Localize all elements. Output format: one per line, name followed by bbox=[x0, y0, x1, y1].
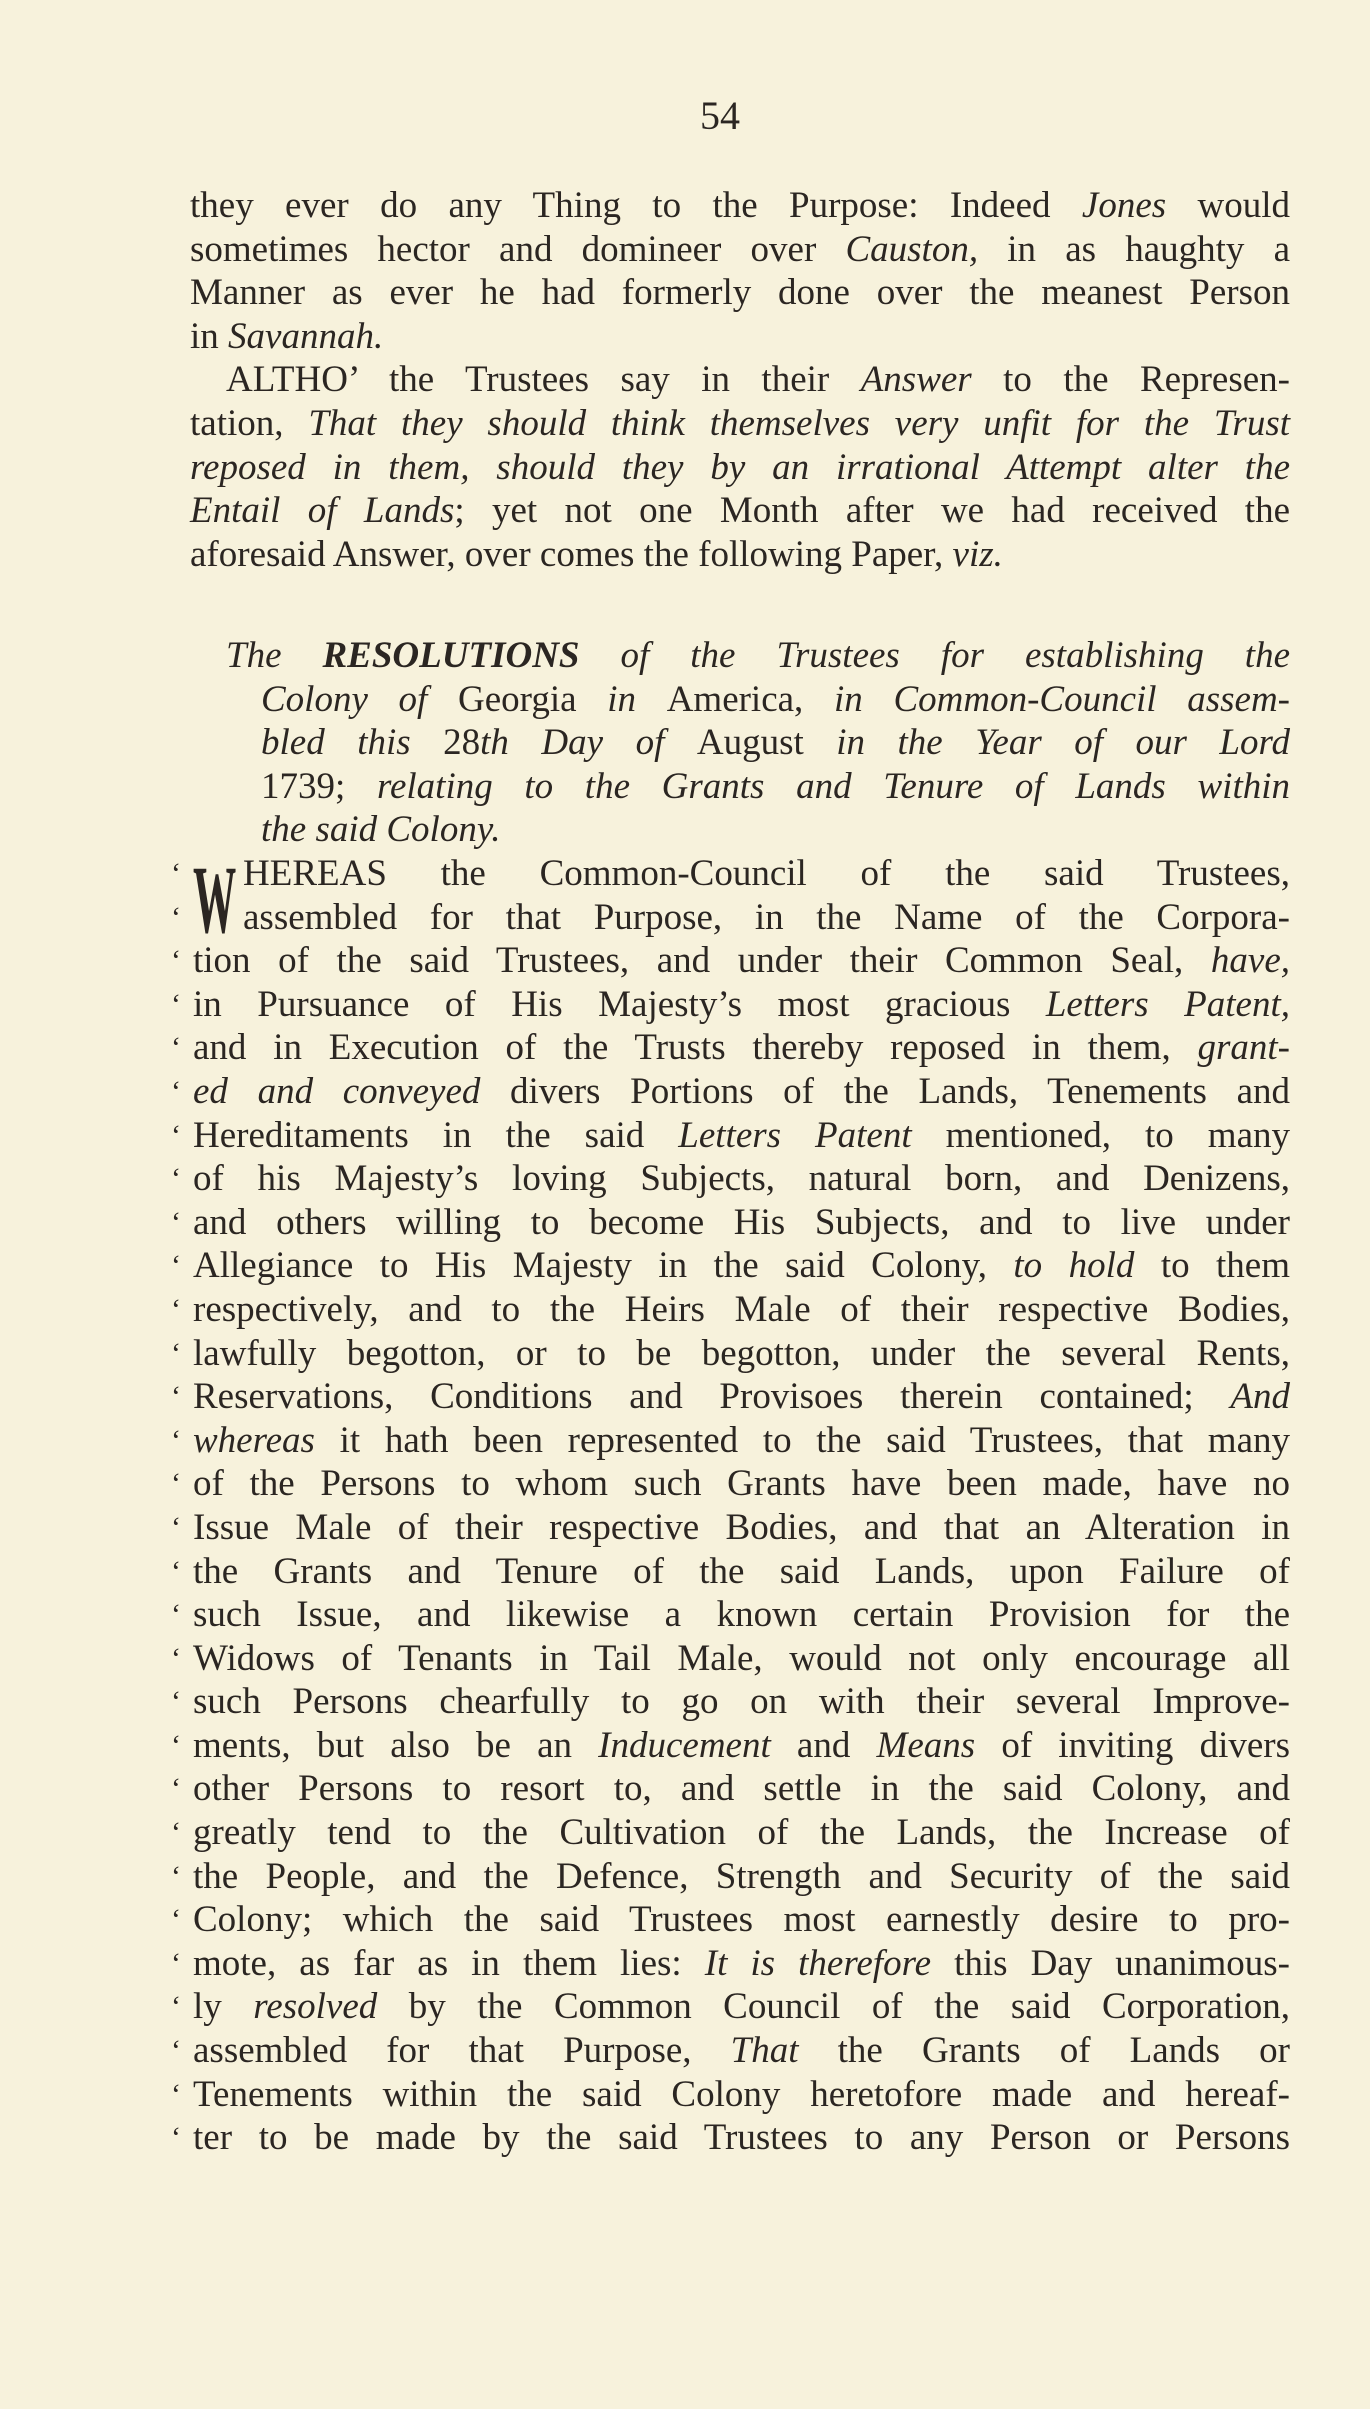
line-text bbox=[193, 2116, 1290, 2160]
text-segment: ter to be made by the said Trustees to any Person or Persons bbox=[193, 2117, 1290, 2159]
line-text bbox=[193, 1462, 1290, 1506]
quote-mark: ‘ bbox=[171, 2034, 181, 2068]
italic-text: to hold bbox=[1013, 1245, 1135, 1287]
line-text bbox=[190, 315, 383, 359]
quote-mark: ‘ bbox=[171, 1031, 181, 1065]
line-text bbox=[190, 533, 1003, 577]
italic-text: Means bbox=[876, 1724, 976, 1766]
quote-mark: ‘ bbox=[171, 857, 181, 890]
italic-text: The bbox=[226, 635, 323, 676]
text-line bbox=[226, 765, 1290, 809]
text-segment: lawfully begotton, or to be begotton, under the several Rents, bbox=[193, 1332, 1290, 1374]
text-segment: would bbox=[1166, 185, 1290, 226]
line-text bbox=[193, 1811, 1290, 1855]
text-segment: Tenements within the said Colony heretofore made and hereaf- bbox=[193, 2073, 1290, 2115]
italic-text: It is therefore bbox=[704, 1942, 932, 1984]
text-line bbox=[190, 402, 1290, 446]
line-text bbox=[193, 1680, 1290, 1724]
text-segment: in bbox=[190, 315, 229, 357]
italic-text: in bbox=[576, 678, 667, 720]
text-line bbox=[171, 1898, 1290, 1942]
text-segment: Allegiance to His Majesty in the said Colony, bbox=[193, 1245, 1014, 1287]
text-line bbox=[171, 1114, 1290, 1158]
text-line bbox=[171, 1680, 1290, 1724]
italic-text: That they should think themselves very unfit for the Trust bbox=[308, 402, 1290, 444]
text-segment: August bbox=[696, 722, 804, 764]
line-text bbox=[190, 184, 1290, 228]
text-segment: America, bbox=[666, 678, 834, 720]
italic-text: ed and conveyed bbox=[193, 1070, 481, 1112]
text-line bbox=[190, 358, 1290, 402]
quote-mark: ‘ bbox=[171, 1162, 181, 1196]
line-text bbox=[190, 228, 1290, 272]
quote-mark: ‘ bbox=[171, 1074, 181, 1108]
text-line bbox=[171, 1506, 1290, 1550]
line-text bbox=[193, 1593, 1290, 1637]
italic-text: resolved bbox=[253, 1986, 378, 2028]
line-text bbox=[261, 721, 1290, 765]
text-line bbox=[171, 2116, 1290, 2160]
text-segment: ; yet not one Month after we had received the bbox=[454, 490, 1290, 532]
text-segment: and bbox=[770, 1724, 877, 1766]
line-text bbox=[193, 1244, 1290, 1288]
text-line bbox=[226, 634, 1290, 678]
text-line bbox=[171, 1375, 1290, 1419]
italic-text: And bbox=[1230, 1376, 1290, 1418]
text-segment: sometimes hector and domineer over bbox=[190, 228, 846, 270]
italic-text: have, bbox=[1210, 940, 1290, 982]
text-segment: 1739; bbox=[261, 765, 377, 807]
italic-text: in the Year of our Lord bbox=[803, 722, 1290, 764]
line-text bbox=[193, 1942, 1290, 1986]
text-line bbox=[171, 1855, 1290, 1899]
text-line bbox=[171, 983, 1290, 1027]
line-text bbox=[243, 896, 1290, 940]
text-segment: such Persons chearfully to go on with their several Improve- bbox=[193, 1681, 1290, 1723]
italic-text: Letters Patent bbox=[678, 1114, 912, 1156]
text-segment: Reservations, Conditions and Provisoes therein contained; bbox=[193, 1376, 1231, 1418]
quote-mark: ‘ bbox=[171, 1467, 181, 1501]
line-text bbox=[193, 1288, 1290, 1332]
italic-text: reposed in them, should they by an irrational Attempt alter the bbox=[190, 446, 1290, 488]
text-segment: and others willing to become His Subjects, and to live under bbox=[193, 1201, 1290, 1243]
text-segment: in Pursuance of His Majesty’s most gracious bbox=[193, 983, 1046, 1025]
quote-mark: ‘ bbox=[171, 987, 181, 1021]
text-line bbox=[171, 1288, 1290, 1332]
text-line bbox=[171, 1201, 1290, 1245]
italic-text: of the Trustees for establishing the bbox=[579, 635, 1291, 676]
quote-mark: ‘ bbox=[171, 2077, 181, 2111]
line-text bbox=[190, 489, 1290, 533]
italic-text: in Common-Council assem- bbox=[834, 678, 1291, 720]
text-segment: Hereditaments in the said bbox=[193, 1114, 679, 1156]
quote-mark: ‘ bbox=[171, 1728, 181, 1762]
italic-text: RESOLUTIONS bbox=[322, 635, 580, 676]
line-text bbox=[193, 1070, 1290, 1114]
line-text bbox=[193, 1375, 1290, 1419]
italic-text: Causton, bbox=[845, 228, 979, 270]
text-line bbox=[190, 315, 1290, 359]
text-segment: the People, and the Defence, Strength and Security of the said bbox=[193, 1855, 1290, 1897]
line-text bbox=[226, 634, 1290, 678]
line-text bbox=[190, 402, 1290, 446]
text-segment: Colony; which the said Trustees most earnestly desire to pro- bbox=[193, 1899, 1290, 1941]
text-line bbox=[171, 852, 1290, 896]
quoted-resolution-text bbox=[171, 846, 1291, 2160]
text-line bbox=[171, 1767, 1290, 1811]
quote-mark: ‘ bbox=[171, 1641, 181, 1675]
text-line bbox=[171, 1637, 1290, 1681]
text-segment: ly bbox=[193, 1986, 254, 2028]
drop-cap: W bbox=[193, 846, 237, 953]
line-text bbox=[193, 1637, 1290, 1681]
text-segment: ALTHO’ the Trustees say in their bbox=[226, 359, 861, 401]
quote-mark: ‘ bbox=[171, 2121, 181, 2155]
line-text bbox=[193, 1026, 1290, 1070]
text-line bbox=[171, 1070, 1290, 1114]
text-line bbox=[190, 446, 1290, 490]
quote-mark: ‘ bbox=[171, 1380, 181, 1414]
text-line bbox=[171, 1593, 1290, 1637]
text-segment: this Day unanimous- bbox=[931, 1942, 1290, 1984]
line-text bbox=[261, 765, 1290, 809]
text-line bbox=[171, 1419, 1290, 1463]
line-text bbox=[226, 358, 1290, 402]
quote-mark: ‘ bbox=[171, 1423, 181, 1457]
italic-text: viz. bbox=[952, 533, 1003, 575]
text-line bbox=[171, 1811, 1290, 1855]
text-line bbox=[171, 1026, 1290, 1070]
text-segment: they ever do any Thing to the Purpose: Indeed bbox=[190, 185, 1082, 226]
quote-mark: ‘ bbox=[171, 1685, 181, 1719]
italic-text: Entail of Lands bbox=[190, 490, 455, 532]
italic-text: relating to the Grants and Tenure of Lands within bbox=[376, 765, 1290, 807]
text-line bbox=[190, 533, 1290, 577]
text-line bbox=[171, 1550, 1290, 1594]
text-line bbox=[190, 271, 1290, 315]
text-line bbox=[171, 1724, 1290, 1768]
italic-text: Inducement bbox=[598, 1724, 771, 1766]
text-segment: tation, bbox=[190, 402, 309, 444]
text-line bbox=[171, 1985, 1291, 2029]
page-number: 54 bbox=[700, 93, 740, 138]
text-segment: to them bbox=[1134, 1245, 1290, 1287]
line-text bbox=[193, 1855, 1290, 1899]
quote-mark: ‘ bbox=[171, 900, 181, 934]
italic-text: Colony of bbox=[261, 678, 459, 720]
text-segment: assembled for that Purpose, in the Name of the Corpora- bbox=[243, 896, 1290, 938]
italic-text: Jones bbox=[1081, 185, 1167, 226]
text-segment: the Grants and Tenure of the said Lands, upon Failure of bbox=[193, 1550, 1290, 1592]
text-line bbox=[226, 678, 1290, 722]
italic-text: the said Colony. bbox=[261, 809, 501, 851]
line-text bbox=[193, 1114, 1290, 1158]
text-segment: tion of the said Trustees, and under their Common Seal, bbox=[193, 940, 1211, 982]
text-segment: it hath been represented to the said Trustees, that many bbox=[314, 1419, 1290, 1461]
italic-text: grant- bbox=[1197, 1027, 1290, 1069]
quote-mark: ‘ bbox=[171, 1118, 181, 1152]
resolution-heading bbox=[226, 634, 1290, 852]
italic-text: Answer bbox=[860, 359, 972, 401]
text-segment: by the Common Council of the said Corporation, bbox=[377, 1986, 1291, 2028]
text-segment: mote, as far as in them lies: bbox=[193, 1942, 705, 1984]
text-segment: the Grants of Lands or bbox=[798, 2030, 1290, 2072]
quote-mark: ‘ bbox=[171, 1292, 181, 1326]
text-segment: other Persons to resort to, and settle in the said Colony, and bbox=[193, 1768, 1290, 1810]
text-segment: 28 bbox=[443, 722, 481, 764]
text-segment: in as haughty a bbox=[978, 228, 1290, 270]
text-line bbox=[190, 228, 1290, 272]
text-segment: assembled for that Purpose, bbox=[193, 2030, 731, 2072]
text-segment: mentioned, to many bbox=[911, 1114, 1290, 1156]
text-line bbox=[171, 896, 1290, 940]
line-text bbox=[190, 271, 1290, 315]
quote-mark: ‘ bbox=[171, 944, 181, 978]
quote-mark: ‘ bbox=[171, 1816, 181, 1850]
text-line bbox=[190, 184, 1290, 228]
quote-mark: ‘ bbox=[171, 1772, 181, 1806]
line-text bbox=[193, 1550, 1290, 1594]
text-segment: Widows of Tenants in Tail Male, would not only encourage all bbox=[193, 1637, 1290, 1679]
text-segment: and in Execution of the Trusts thereby reposed in them, bbox=[193, 1027, 1198, 1069]
text-line bbox=[171, 2073, 1290, 2117]
text-segment: Issue Male of their respective Bodies, and that an Alteration in bbox=[193, 1506, 1290, 1548]
text-segment: respectively, and to the Heirs Male of their respective Bodies, bbox=[193, 1288, 1290, 1330]
line-text bbox=[193, 1724, 1290, 1768]
line-text bbox=[193, 1767, 1290, 1811]
quote-mark: ‘ bbox=[171, 1554, 181, 1588]
text-segment: of the Persons to whom such Grants have been made, have no bbox=[193, 1463, 1290, 1505]
line-text bbox=[243, 852, 1290, 896]
line-text bbox=[193, 983, 1290, 1027]
text-segment: Manner as ever he had formerly done over the meanest Person bbox=[190, 272, 1290, 314]
quote-mark: ‘ bbox=[171, 1859, 181, 1893]
text-line bbox=[171, 1332, 1290, 1376]
quote-mark: ‘ bbox=[171, 1903, 181, 1937]
line-text bbox=[190, 446, 1290, 490]
text-line bbox=[171, 1462, 1290, 1506]
text-line bbox=[171, 1244, 1290, 1288]
quote-mark: ‘ bbox=[171, 1249, 181, 1283]
text-segment: of inviting divers bbox=[975, 1724, 1290, 1766]
line-text bbox=[193, 1898, 1290, 1942]
italic-text: bled this bbox=[261, 722, 444, 764]
text-segment: such Issue, and likewise a known certain Provision for the bbox=[193, 1594, 1290, 1636]
italic-text: Savannah. bbox=[228, 315, 384, 357]
text-line bbox=[171, 939, 1290, 983]
quote-mark: ‘ bbox=[171, 1990, 181, 2024]
text-segment: ments, but also be an bbox=[193, 1724, 599, 1766]
italic-text: That bbox=[730, 2030, 799, 2072]
text-segment: greatly tend to the Cultivation of the Lands, the Increase of bbox=[193, 1812, 1290, 1854]
text-segment: to the Represen- bbox=[971, 359, 1290, 401]
text-line bbox=[226, 721, 1290, 765]
line-text bbox=[261, 808, 500, 852]
quote-mark: ‘ bbox=[171, 1205, 181, 1239]
italic-text: whereas bbox=[193, 1419, 315, 1461]
text-line bbox=[171, 1157, 1290, 1201]
line-text bbox=[193, 1332, 1290, 1376]
line-text bbox=[193, 1201, 1290, 1245]
text-segment: aforesaid Answer, over comes the following Paper, bbox=[190, 533, 953, 575]
text-line bbox=[226, 808, 1290, 852]
italic-text: th Day of bbox=[480, 722, 697, 764]
quote-mark: ‘ bbox=[171, 1598, 181, 1632]
line-text bbox=[193, 1506, 1290, 1550]
line-text bbox=[193, 2029, 1290, 2073]
line-text bbox=[193, 939, 1290, 983]
text-segment: Georgia bbox=[458, 678, 577, 720]
text-line bbox=[171, 2029, 1290, 2073]
line-text bbox=[261, 678, 1290, 722]
text-segment: HEREAS the Common-Council of the said Trustees, bbox=[243, 853, 1290, 894]
line-text bbox=[193, 1419, 1290, 1463]
text-line bbox=[190, 489, 1290, 533]
paragraph-narrative bbox=[190, 184, 1290, 576]
italic-text: Letters Patent, bbox=[1045, 983, 1290, 1025]
line-text bbox=[193, 1985, 1290, 2029]
text-segment: divers Portions of the Lands, Tenements and bbox=[480, 1070, 1290, 1112]
quote-mark: ‘ bbox=[171, 1336, 181, 1370]
text-line bbox=[171, 1942, 1290, 1986]
quote-mark: ‘ bbox=[171, 1946, 181, 1980]
line-text bbox=[193, 2073, 1290, 2117]
text-segment: of his Majesty’s loving Subjects, natural born, and Denizens, bbox=[193, 1158, 1290, 1200]
line-text bbox=[193, 1157, 1290, 1201]
quote-mark: ‘ bbox=[171, 1510, 181, 1544]
